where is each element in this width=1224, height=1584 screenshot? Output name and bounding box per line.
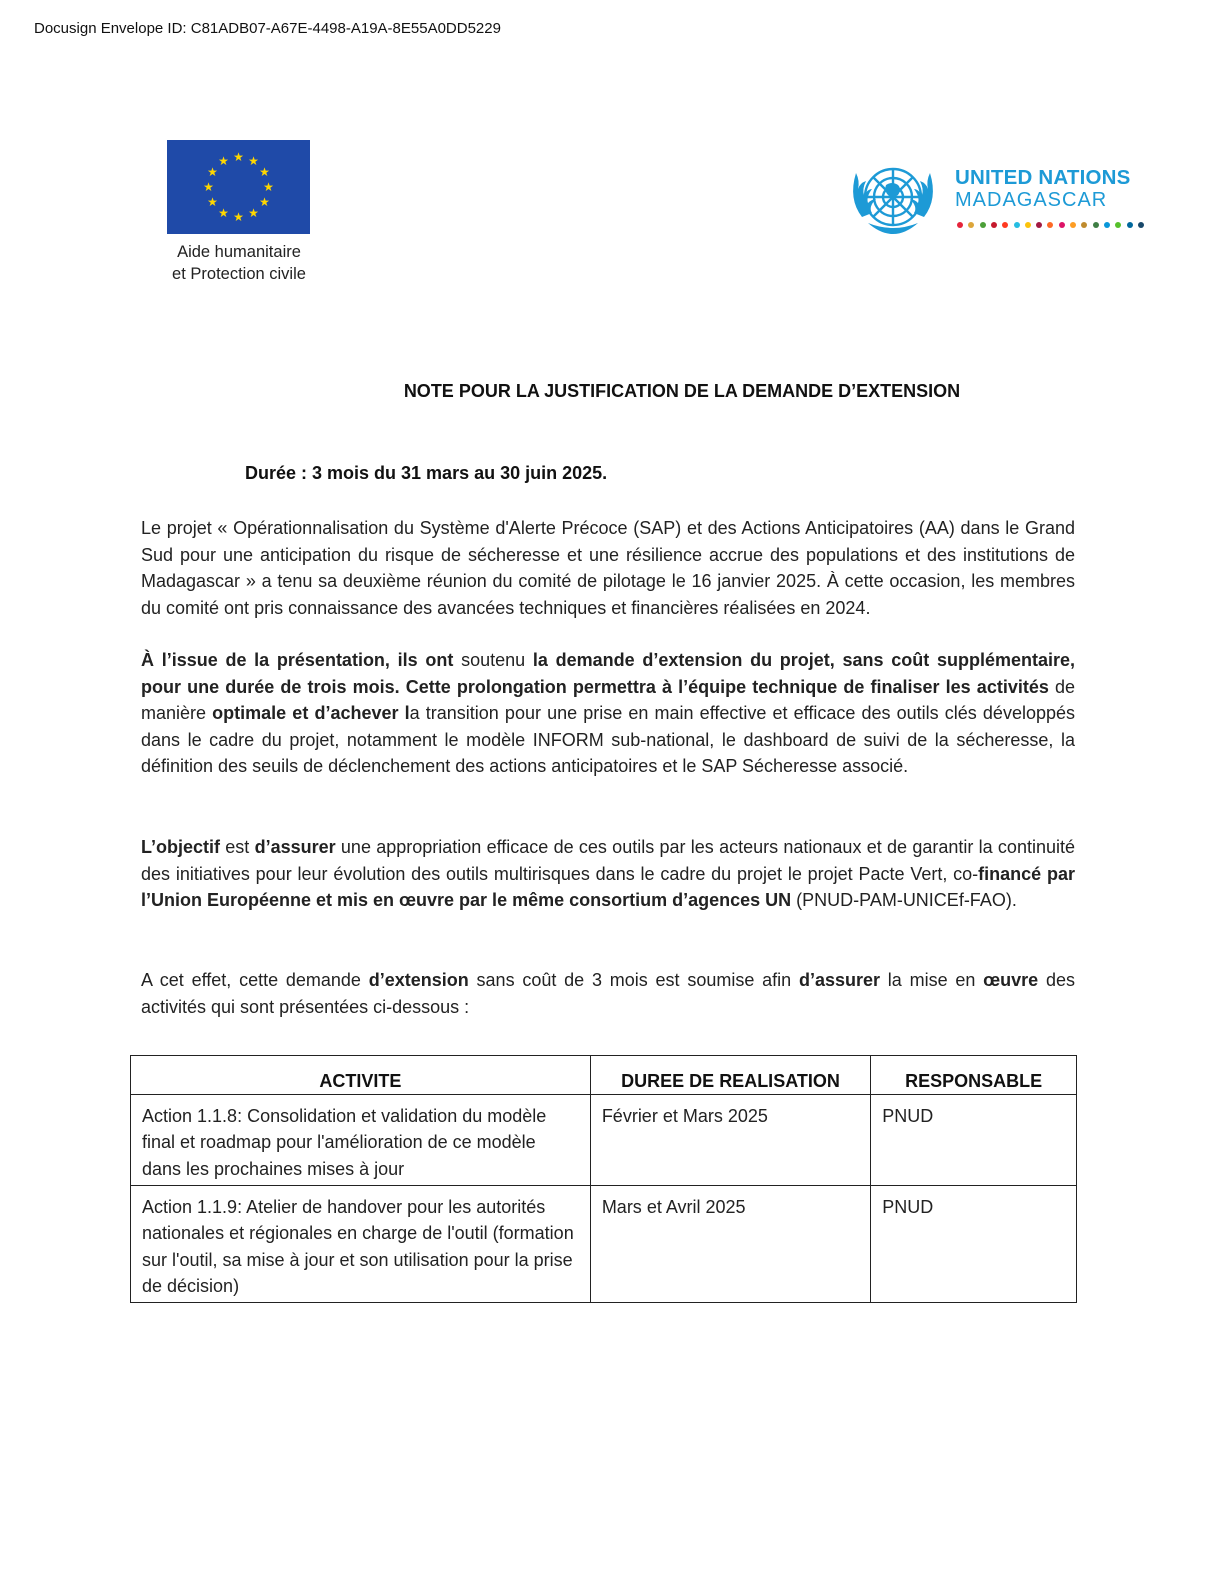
eu-star-icon: ★ [259, 195, 270, 209]
eu-logo-caption [167, 241, 311, 285]
p2-bold-2: la demande d’extension du projet, sans coût supplémentaire, pour une durée de trois mois. Cette prolongation permettra à l’équipe technique de finaliser les activités [141, 650, 1076, 697]
eu-star-icon: ★ [263, 180, 274, 194]
p4-bold-1: d’extension [368, 970, 469, 990]
sdg-dot [1047, 222, 1053, 228]
p3-bold-3: financé par l’Union Européenne et mis en œuvre par le même consortium d’agences UN [141, 863, 1075, 911]
sdg-dot [991, 222, 997, 228]
p3-text-2: une appropriation efficace de ces outils par les acteurs nationaux et de garantir la continuité des initiatives pour leur évolution des outils multirisques dans le cadre du projet le projet Pacte Vert, co- [141, 837, 1075, 884]
cell-duree: Mars et Avril 2025 [590, 1186, 870, 1303]
cell-duree: Février et Mars 2025 [590, 1095, 870, 1186]
un-country: MADAGASCAR [955, 189, 1108, 211]
sdg-dot [1093, 222, 1099, 228]
paragraph-request-purpose [141, 967, 1075, 1020]
activities-table [130, 1055, 1077, 1303]
sdg-dot [1014, 222, 1020, 228]
sdg-dot [980, 222, 986, 228]
eu-echo-logo [167, 140, 311, 285]
sdg-dot [1059, 222, 1065, 228]
eu-star-icon: ★ [248, 205, 259, 220]
p2-bold-3: optimale et d’achever l [212, 703, 410, 724]
un-emblem-icon [842, 155, 944, 243]
eu-star-icon: ★ [233, 210, 244, 224]
p3-text-1: est [220, 837, 255, 857]
p2-bold-1: À l’issue de la présentation, ils ont [141, 650, 454, 670]
docusign-envelope-id: Docusign Envelope ID: C81ADB07-A67E-4498-A19A-8E55A0DD5229 [34, 20, 501, 37]
un-name: UNITED NATIONS [955, 166, 1131, 189]
cell-responsable: PNUD [871, 1095, 1077, 1186]
eu-star-icon: ★ [233, 150, 244, 164]
paragraph-extension-request [141, 647, 1075, 780]
p3-bold-2: d’assurer [254, 837, 336, 857]
eu-star-icon: ★ [218, 205, 229, 220]
header-activite: ACTIVITE [131, 1056, 591, 1095]
p1-text: Le projet « Opérationnalisation du Système d'Alerte Précoce (SAP) et des Actions Anticipatoires (AA) dans le Grand Sud pour une anticipation du risque de sécheresse et une résilience accrue des populations et des institutions de Madagascar » a tenu sa deuxième réunion du comité de pilotage le 16 janvier 2025. À cette occasion, les membres du comité ont pris connaissance des avancées techniques et financières réalisées en 2024. [141, 518, 1075, 618]
sdg-dot [1002, 222, 1008, 228]
p4-text-2: sans coût de 3 mois est soumise afin [468, 970, 799, 990]
p3-text-3: (PNUD-PAM-UNICEf-FAO). [791, 890, 1017, 911]
p4-bold-3: œuvre [983, 970, 1039, 990]
cell-activite: Action 1.1.9: Atelier de handover pour les autorités nationales et régionales en charge de l'outil (formation sur l'outil, sa mise à jour et son utilisation pour la prise de décision) [131, 1186, 591, 1303]
eu-star-icon: ★ [259, 165, 270, 179]
eu-star-icon: ★ [207, 195, 218, 209]
sdg-dot [1070, 222, 1076, 228]
header-duree: DUREE DE REALISATION [590, 1056, 870, 1095]
table-header-row [131, 1056, 1077, 1095]
cell-responsable: PNUD [871, 1186, 1077, 1303]
eu-star-icon: ★ [248, 154, 259, 169]
sdg-dot [957, 222, 963, 228]
p4-text-3: la mise en [880, 970, 984, 990]
p4-text-1: A cet effet, cette demande [141, 970, 369, 990]
eu-star-icon: ★ [218, 154, 229, 169]
un-madagascar-logo [842, 155, 1147, 247]
paragraph-objective [141, 834, 1075, 914]
eu-star-icon: ★ [203, 180, 214, 194]
eu-caption-line1: Aide humanitaire [177, 243, 301, 261]
eu-flag-icon [167, 140, 310, 234]
p4-text-4: des activités qui sont présentées ci-dessous : [141, 970, 1075, 1017]
sdg-dot [1025, 222, 1031, 228]
eu-caption-line2: et Protection civile [172, 265, 306, 283]
p2-text-1: soutenu [453, 650, 533, 670]
table-row [131, 1186, 1077, 1303]
p2-text-3: a transition pour une prise en main effective et efficace des outils clés développés dans le cadre du projet, notamment le modèle INFORM sub-national, le dashboard de suivi de la sécheresse, la définition des seuils de déclenchement des actions anticipatoires et le SAP Sécheresse associé. [141, 703, 1075, 777]
p2-text-2: de manière [141, 676, 1075, 724]
header-responsable: RESPONSABLE [871, 1056, 1077, 1095]
sdg-dot [1115, 222, 1121, 228]
cell-activite: Action 1.1.8: Consolidation et validation du modèle final et roadmap pour l'amélioration de ce modèle dans les prochaines mises à jour [131, 1095, 591, 1186]
p4-bold-2: d’assurer [798, 970, 880, 990]
sdg-dot [968, 222, 974, 228]
document-title: NOTE POUR LA JUSTIFICATION DE LA DEMANDE D’EXTENSION [403, 381, 961, 401]
p3-bold-1: L’objectif [141, 837, 221, 857]
table-row [131, 1095, 1077, 1186]
eu-star-icon: ★ [207, 165, 218, 179]
paragraph-project-intro [141, 515, 1075, 621]
sdg-dot [1036, 222, 1042, 228]
sdg-dot [1081, 222, 1087, 228]
sdg-dot [1104, 222, 1110, 228]
sdg-dot [1127, 222, 1133, 228]
sdg-dot [1138, 222, 1144, 228]
duration-line: Durée : 3 mois du 31 mars au 30 juin 2025. [245, 463, 608, 483]
